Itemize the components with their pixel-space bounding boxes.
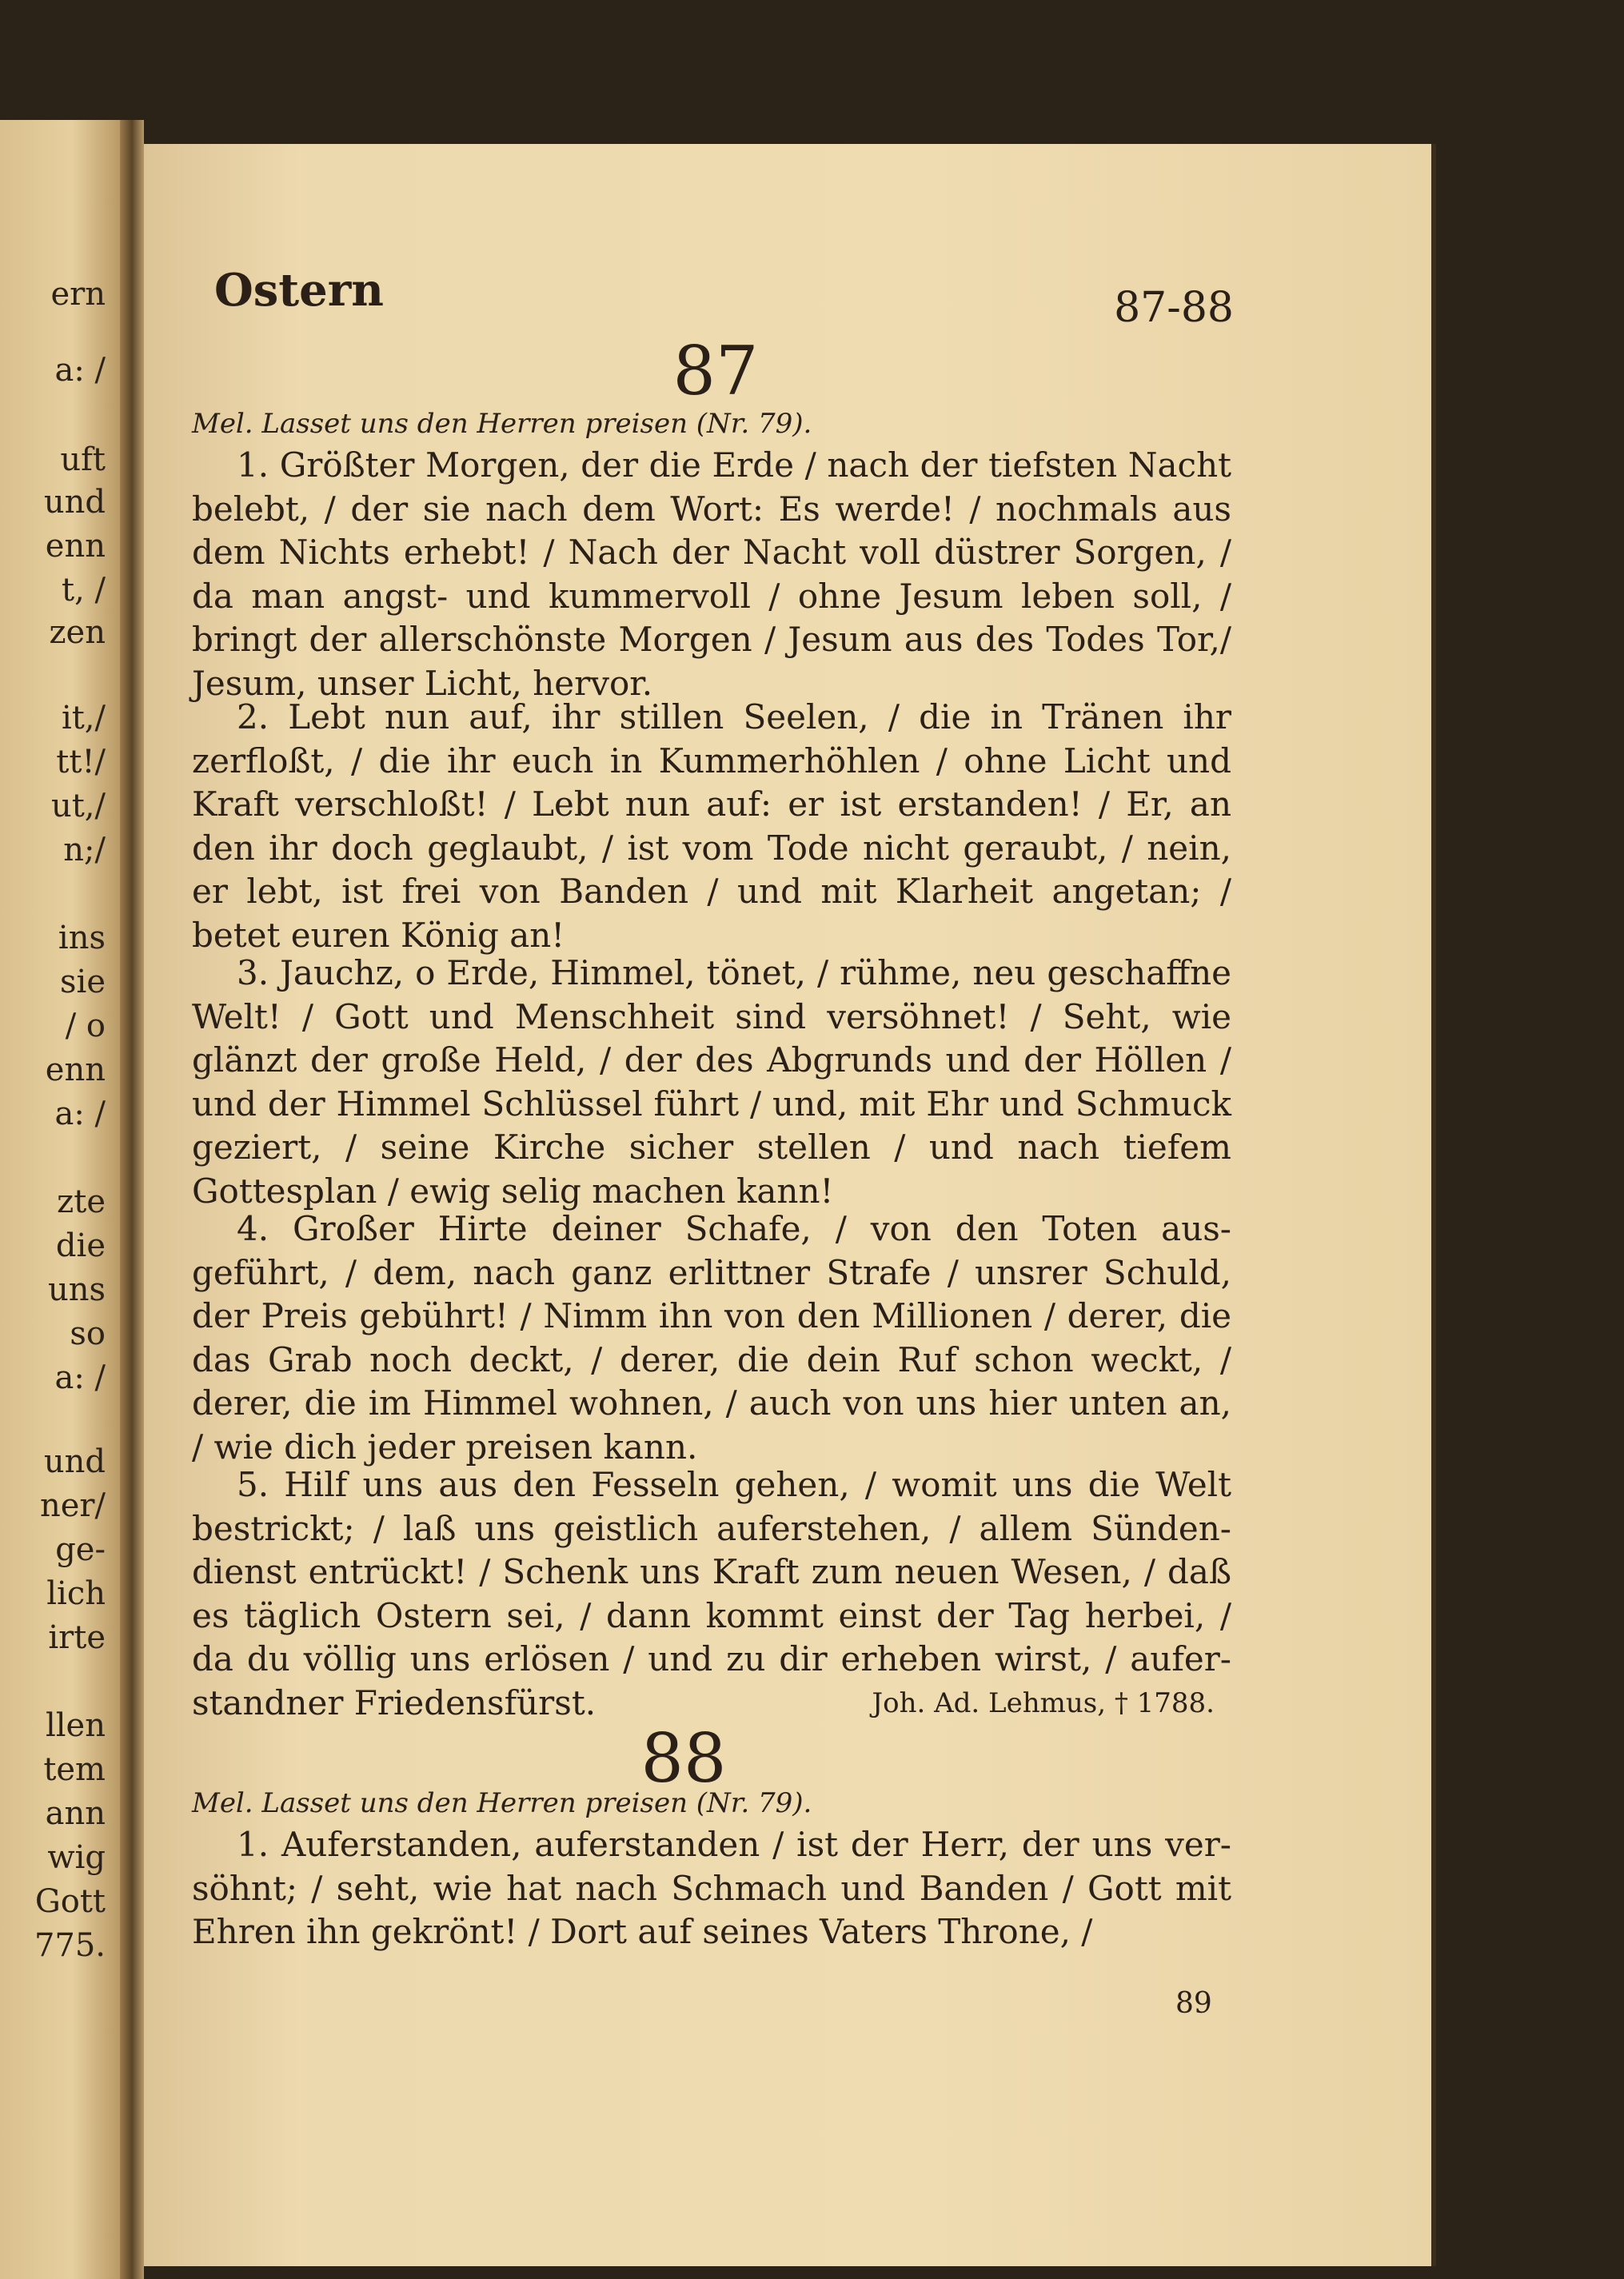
left-page-fragment: uns — [47, 1271, 106, 1308]
left-page-fragment: ut,/ — [50, 788, 106, 824]
hymn-87-verse-4: 4. Großer Hirte deiner Schafe, / von den Toten aus- geführt, / dem, nach ganz erlittner Strafe / unsrer Schuld, der Preis gebührt! / Nimm ihn von den Millionen / derer, die das Grab noch deckt, / derer, die dein Ruf schon weckt, / derer, die im Himmel wohnen, / auch von uns hier unten an, / wie dich jeder preisen kann. — [192, 1209, 1231, 1467]
hymn-number-87: 87 — [672, 332, 759, 410]
hymn-88-verse-1: 1. Auferstanden, auferstanden / ist der Herr, der uns ver- söhnt; / seht, wie hat nach Schmach und Banden / Gott mit Ehren ihn gekrönt! / Dort auf seines Vaters Throne, / — [192, 1825, 1231, 1951]
left-page-fragment: a: / — [54, 1096, 106, 1132]
hymn-87-verse-2: 2. Lebt nun auf, ihr stillen Seelen, / die in Tränen ihr zerfloßt, / die ihr euch in Kummerhöhlen / ohne Licht und Kraft verschloßt! / Lebt nun auf: er ist erstanden! / Er, an den ihr doch geglaubt, / ist vom Tode nicht geraubt, / nein, er lebt, ist frei von Banden / und mit Klarheit angetan; / betet euren König an! — [192, 697, 1231, 955]
hymn-87-melody: Mel. Lasset uns den Herren preisen (Nr. 79). — [192, 408, 812, 440]
left-page-fragment: ge- — [55, 1531, 106, 1568]
left-page-fragment: it,/ — [61, 700, 106, 736]
left-page-fragment: und — [43, 484, 106, 521]
left-page-fragment: und — [43, 1443, 106, 1480]
left-page-fragment: a: / — [54, 352, 106, 389]
page-header-title: Ostern — [214, 264, 385, 317]
left-page-fragment: 775. — [34, 1927, 106, 1964]
left-page-fragment: ern — [50, 276, 106, 313]
hymn-87-verse-3: 3. Jauchz, o Erde, Himmel, tönet, / rühme, neu geschaffne Welt! / Gott und Menschheit sind versöhnet! / Seht, wie glänzt der große Held, / der des Abgrunds und der Höllen / und der Himmel Schlüssel führt / und, mit Ehr und Schmuck geziert, / seine Kirche sicher stellen / und nach tiefem Gottesplan / ewig selig machen kann! — [192, 953, 1231, 1211]
left-page-fragment: tt!/ — [56, 744, 106, 780]
left-page-fragment: llen — [45, 1707, 106, 1744]
left-page-fragment: irte — [48, 1619, 106, 1656]
left-page-fragment: Gott — [34, 1883, 106, 1920]
hymn-87-verse-5: 5. Hilf uns aus den Fesseln gehen, / womit uns die Welt bestrickt; / laß uns geistlich auferstehen, / allem Sünden- dienst entrückt! / Schenk uns Kraft zum neuen Wesen, / daß es täglich Ostern sei, / dann kommt einst der Tag herbei, / da du völlig uns erlösen / und zu dir erheben wirst, / aufer- standner Friedensfürst. — [192, 1465, 1231, 1722]
left-page-fragment: uft — [60, 441, 106, 478]
left-page-fragment: ins — [58, 920, 106, 956]
page-header-hymn-range: 87-88 — [1114, 284, 1234, 332]
left-page-fragment: wig — [47, 1839, 106, 1876]
page-number: 89 — [1175, 1987, 1212, 2020]
left-page-fragment: zte — [57, 1183, 106, 1220]
left-page-fragment: sie — [60, 964, 106, 1000]
hymn-87-verse-1: 1. Größter Morgen, der die Erde / nach der tiefsten Nacht belebt, / der sie nach dem Wort: Es werde! / nochmals aus dem Nichts erhebt! / Nach der Nacht voll düstrer Sorgen, / da man angst- und kummervoll / ohne Jesum leben soll, / bringt der allerschönste Morgen / Jesum aus des Todes Tor,/ Jesum, unser Licht, hervor. — [192, 445, 1231, 703]
hymn-87-author: Joh. Ad. Lehmus, † 1788. — [872, 1687, 1215, 1719]
left-page-fragment: n;/ — [63, 832, 106, 868]
left-page-fragment: ner/ — [39, 1487, 106, 1524]
hymn-number-88: 88 — [640, 1719, 727, 1798]
left-page-fragment: enn — [45, 528, 106, 565]
left-page-edge — [0, 120, 120, 2279]
left-page-fragment: a: / — [54, 1359, 106, 1396]
left-page-fragment: zen — [49, 614, 106, 651]
left-page-fragment: tem — [43, 1751, 106, 1788]
left-page-fragment: t, / — [62, 572, 106, 609]
left-page-fragment: so — [70, 1315, 106, 1352]
left-page-fragment: die — [55, 1227, 106, 1264]
left-page-fragment: ann — [45, 1795, 106, 1832]
left-page-fragment: / o — [65, 1008, 106, 1044]
left-page-fragment: lich — [46, 1575, 106, 1612]
hymn-88-melody: Mel. Lasset uns den Herren preisen (Nr. 79). — [192, 1787, 812, 1819]
book-gutter — [120, 120, 144, 2279]
left-page-fragment: enn — [45, 1052, 106, 1088]
